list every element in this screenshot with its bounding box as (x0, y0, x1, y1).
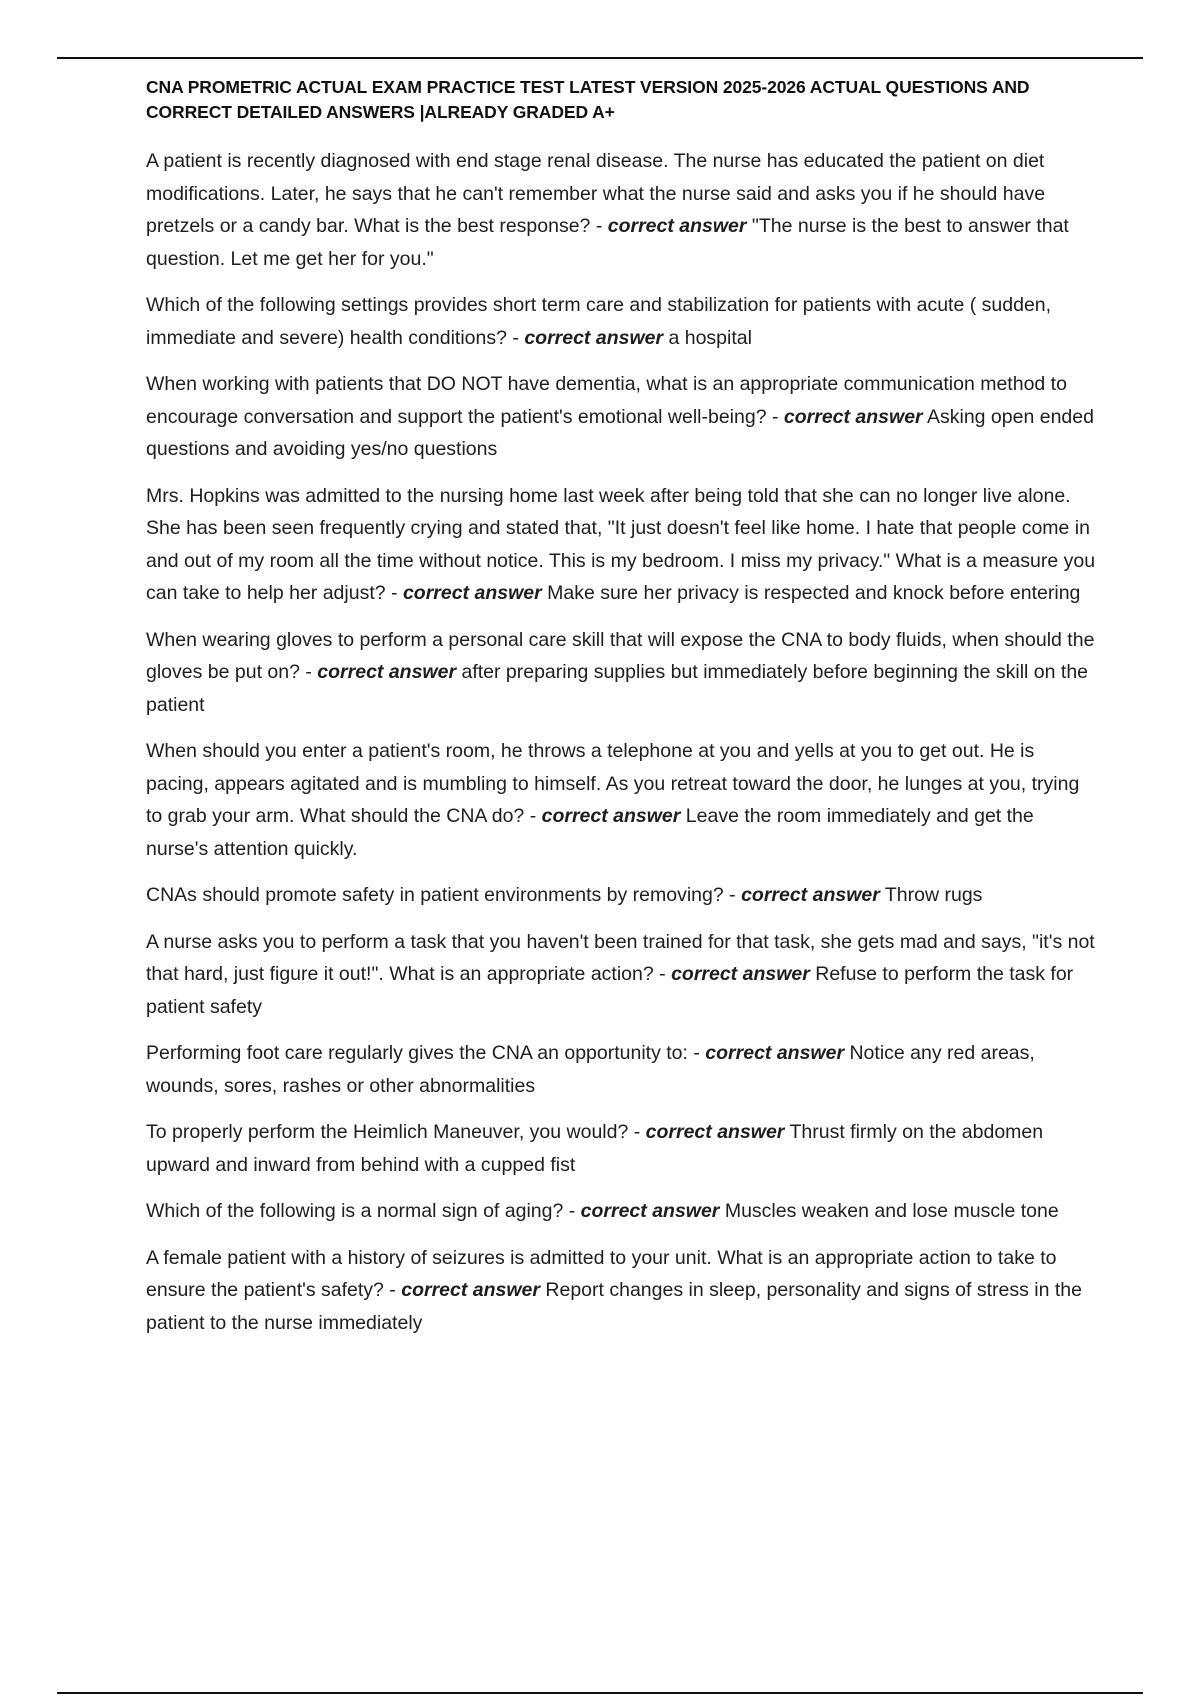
question-text: Which of the following settings provides short term care and stabilization for patients with acute ( sudden, immediate and severe) health conditions? (146, 294, 1052, 349)
answer-label: correct answer (607, 215, 747, 237)
answer-text: Asking open ended questions and avoiding yes/no questions (146, 405, 1094, 460)
question-text: Performing foot care regularly gives the CNA an opportunity to: (146, 1042, 688, 1064)
separator: - (383, 1279, 402, 1301)
qa-item-8 (146, 926, 1096, 1024)
answer-text: Report changes in sleep, personality and signs of stress in the patient to the nurse immediately (146, 1279, 1082, 1334)
answer-label: correct answer (645, 1121, 785, 1143)
qa-item-1 (146, 145, 1096, 275)
answer-label: correct answer (705, 1042, 845, 1064)
answer-text: "The nurse is the best to answer that question. Let me get her for you." (146, 215, 1069, 270)
answer-text: Notice any red areas, wounds, sores, rashes or other abnormalities (146, 1042, 1035, 1097)
qa-item-5 (146, 624, 1096, 722)
question-text: A female patient with a history of seizures is admitted to your unit. What is an appropriate action to take to ensure the patient's safety? (146, 1246, 1057, 1301)
separator: - (628, 1121, 646, 1143)
answer-label: correct answer (402, 582, 542, 604)
qa-item-12 (146, 1242, 1096, 1340)
answer-label: correct answer (741, 884, 880, 906)
qa-item-6 (146, 735, 1096, 865)
answer-text: Muscles weaken and lose muscle tone (724, 1200, 1059, 1222)
qa-item-4 (146, 480, 1096, 610)
answer-text: after preparing supplies but immediately before beginning the skill on the patient (146, 661, 1089, 716)
answer-text: Refuse to perform the task for patient safety (146, 963, 1074, 1018)
question-text: Mrs. Hopkins was admitted to the nursing home last week after being told that she can no longer live alone. She has been seen frequently crying and stated that, "It just doesn't feel like home. I hate that people come in and out of my room all the time without notice. This is my bedroom. I miss my privacy." What is a measure you can take to help her adjust? (146, 484, 1096, 604)
separator: - (299, 661, 318, 683)
answer-label: correct answer (541, 805, 681, 827)
qa-item-9 (146, 1037, 1096, 1102)
answer-label: correct answer (580, 1200, 720, 1222)
question-text: When wearing gloves to perform a personal care skill that will expose the CNA to body fluids, when should the gloves be put on? (146, 628, 1095, 683)
question-text: When should you enter a patient's room, he throws a telephone at you and yells at you to get out. He is pacing, appears agitated and is mumbling to himself. As you retreat toward the door, he lunges at you, trying to grab your arm. What should the CNA do? (146, 740, 1080, 827)
answer-text: Throw rugs (884, 884, 983, 906)
answer-label: correct answer (401, 1279, 540, 1301)
qa-item-10 (146, 1116, 1096, 1181)
separator: - (590, 215, 608, 237)
question-text: A nurse asks you to perform a task that you haven't been trained for that task, she gets mad and says, "it's not that hard, just figure it out!". What is an appropriate action? (146, 930, 1095, 985)
answer-label: correct answer (524, 326, 664, 349)
qa-item-2 (146, 289, 1096, 354)
header-rule (57, 57, 1143, 59)
separator: - (723, 884, 742, 906)
answer-label: correct answer (671, 963, 810, 985)
separator: - (506, 326, 525, 349)
footer-rule (57, 1692, 1143, 1694)
document-title: CNA PROMETRIC ACTUAL EXAM PRACTICE TEST LATEST VERSION 2025-2026 ACTUAL QUESTIONS AND CORRECT DETAILED ANSWERS |ALREADY GRADED A+ (146, 77, 1030, 122)
answer-label: correct answer (783, 405, 923, 428)
answer-label: correct answer (317, 661, 457, 683)
separator: - (687, 1042, 706, 1064)
separator: - (766, 405, 784, 428)
separator: - (563, 1200, 581, 1222)
question-text: Which of the following is a normal sign of aging? (146, 1200, 564, 1222)
question-text: To properly perform the Heimlich Maneuver, you would? (146, 1121, 629, 1143)
question-text: When working with patients that DO NOT have dementia, what is an appropriate communication method to encourage conversation and support the patient's emotional well-being? (146, 373, 1067, 428)
separator: - (385, 582, 403, 604)
qa-item-7 (146, 879, 1096, 912)
answer-text: Leave the room immediately and get the nurse's attention quickly. (146, 805, 1034, 860)
answer-text: Make sure her privacy is respected and knock before entering (547, 582, 1081, 604)
qa-item-3 (146, 368, 1096, 466)
separator: - (653, 963, 672, 985)
answer-text: a hospital (668, 326, 752, 349)
question-text: CNAs should promote safety in patient environments by removing? (146, 884, 724, 906)
question-text: A patient is recently diagnosed with end stage renal disease. The nurse has educated the patient on diet modifications. Later, he says that he can't remember what the nurse said and asks you if he should have pretzels or a candy bar. What is the best response? (146, 150, 1046, 237)
document-body (146, 75, 1096, 1353)
separator: - (524, 805, 542, 827)
answer-text: Thrust firmly on the abdomen upward and inward from behind with a cupped fist (146, 1121, 1044, 1176)
qa-item-11 (146, 1195, 1096, 1228)
